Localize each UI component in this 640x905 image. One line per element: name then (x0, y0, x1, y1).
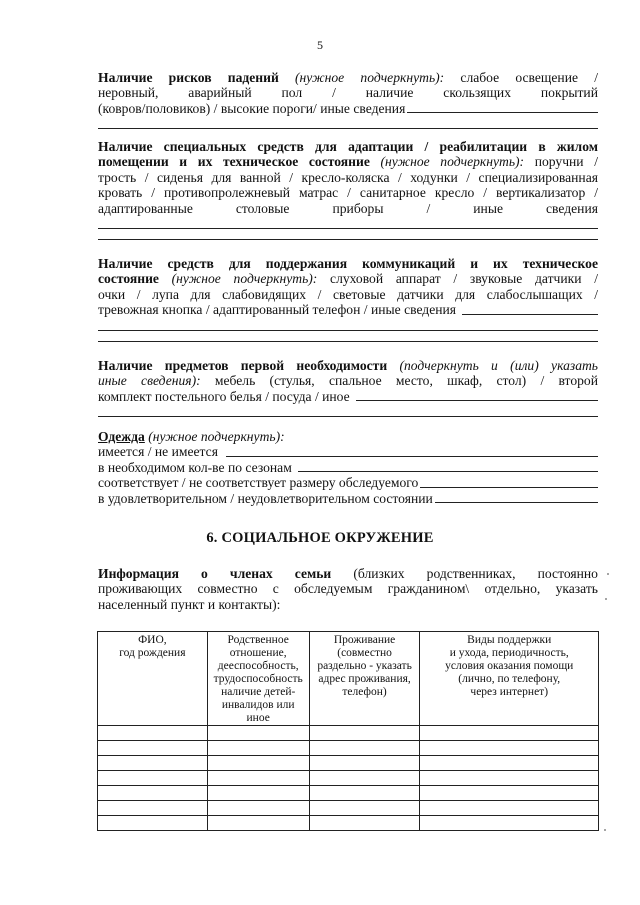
falls-fill-line[interactable] (407, 112, 598, 113)
communication-line-2 (98, 271, 598, 286)
clothing-item-4 (98, 491, 598, 506)
family-info-line-2: проживающих совместно с обследуемым гражданином\ отдельно, указать (98, 581, 598, 597)
clothing-item-1-line[interactable] (226, 456, 598, 457)
clothing-title-line (98, 429, 598, 444)
special-means-line-4: кровать / противопролежневый матрас / санитарное кресло / вертикализатор / (98, 185, 598, 201)
table-cell[interactable] (420, 801, 599, 816)
falls-line-2: неровный, аварийный пол / наличие скользящих покрытий (98, 85, 598, 101)
table-row (98, 741, 599, 756)
section-6-title: 6. СОЦИАЛЬНОЕ ОКРУЖЕНИЕ (206, 530, 434, 546)
table-cell[interactable] (98, 726, 208, 741)
communication-title-2: состояние (98, 271, 159, 287)
table-cell[interactable] (309, 756, 420, 771)
header-fio-text: ФИО, год рождения (119, 634, 186, 659)
communication-line-3: очки / лупа для слабовидящих / световые датчики для слабослышащих / (98, 286, 598, 302)
scan-dot (604, 829, 606, 831)
table-cell[interactable] (98, 756, 208, 771)
special-means-line-5: адаптированные столовые приборы / иные сведения (98, 200, 598, 216)
clothing-item-4-line[interactable] (435, 502, 598, 503)
special-means-block (98, 139, 598, 240)
table-row (98, 771, 599, 786)
communication-line4-text: тревожная кнопка / адаптированный телефон / иные сведения (98, 302, 457, 318)
header-residence (309, 632, 420, 726)
essentials-line-1 (98, 358, 598, 373)
table-header-row (98, 632, 599, 726)
table-cell[interactable] (309, 801, 420, 816)
table-row (98, 801, 599, 816)
family-table-body (98, 726, 599, 831)
family-info-line-1 (98, 566, 598, 581)
family-info-block (98, 566, 598, 612)
special-means-fill-line-1[interactable] (98, 228, 598, 229)
table-cell[interactable] (98, 771, 208, 786)
falls-extra-line[interactable] (98, 128, 598, 129)
scan-dot (607, 573, 609, 575)
clothing-item-3-line[interactable] (420, 487, 598, 488)
special-means-fill-line-2[interactable] (98, 239, 598, 240)
clothing-hint: (нужное подчеркнуть): (148, 429, 285, 444)
special-means-hint: (нужное подчеркнуть): (380, 154, 525, 170)
table-cell[interactable] (420, 741, 599, 756)
essentials-line2-text: мебель (стулья, спальное место, шкаф, стол) / второй (200, 373, 598, 389)
family-info-line-3: населенный пункт и контакты): (98, 596, 281, 612)
table-cell[interactable] (420, 786, 599, 801)
header-support-text: Виды поддержки и ухода, периодичность, условия оказания помощи (лично, по телефону, через интернет) (445, 634, 574, 698)
essentials-line-3 (98, 389, 598, 404)
falls-line1-text: слабое освещение / (444, 70, 598, 85)
clothing-item-1-text: имеется / не имеется (98, 444, 218, 460)
special-means-title-1: Наличие специальных средств для адаптации / реабилитации в жилом (98, 139, 598, 154)
clothing-item-3-text: соответствует / не соответствует размеру обследуемого (98, 475, 419, 491)
special-means-line-2 (98, 154, 598, 169)
scan-dot (605, 598, 607, 600)
header-support (420, 632, 599, 726)
table-cell[interactable] (420, 771, 599, 786)
table-cell[interactable] (207, 741, 309, 756)
header-fio (98, 632, 208, 726)
clothing-title: Одежда (98, 429, 145, 444)
clothing-item-2 (98, 460, 598, 475)
communication-title-1: Наличие средств для поддержания коммуникаций и их техническое (98, 256, 598, 271)
table-cell[interactable] (207, 816, 309, 831)
family-info-title: Информация о членах семьи (98, 566, 332, 581)
header-relation-text: Родственное отношение, дееспособность, трудоспособность наличие детей- инвалидов или иное (213, 634, 303, 724)
clothing-item-4-text: в удовлетворительном / неудовлетворительном состоянии (98, 490, 433, 506)
communication-fill-line-1[interactable] (98, 330, 598, 331)
essentials-title: Наличие предметов первой необходимости (98, 358, 388, 373)
essentials-hint-2: иные сведения): (98, 373, 201, 389)
table-cell[interactable] (207, 786, 309, 801)
clothing-item-1 (98, 444, 598, 459)
page-number: 5 (317, 38, 323, 52)
essentials-line-2 (98, 373, 598, 388)
special-means-title-2: помещении и их техническое состояние (98, 154, 370, 170)
table-cell[interactable] (207, 756, 309, 771)
table-cell[interactable] (309, 741, 420, 756)
table-row (98, 816, 599, 831)
falls-risks-block (98, 70, 598, 129)
essentials-line3-text: комплект постельного белья / посуда / иное (98, 388, 350, 404)
table-cell[interactable] (207, 771, 309, 786)
table-cell[interactable] (98, 801, 208, 816)
essentials-block (98, 358, 598, 417)
table-cell[interactable] (309, 786, 420, 801)
table-row (98, 786, 599, 801)
essentials-hint-1: (подчеркнуть и (или) указать (399, 358, 598, 373)
family-members-table (97, 631, 599, 831)
communication-hint: (нужное подчеркнуть): (171, 271, 318, 287)
falls-line3-text: (ковров/половиков) / высокие пороги/ иные сведения (98, 100, 406, 116)
clothing-block (98, 429, 598, 506)
table-cell[interactable] (420, 756, 599, 771)
table-cell[interactable] (98, 786, 208, 801)
falls-title: Наличие рисков падений (98, 70, 279, 85)
header-residence-text: Проживание (совместно раздельно - указать адрес проживания, телефон) (317, 634, 412, 698)
clothing-item-2-text: в необходимом кол-ве по сезонам (98, 459, 292, 475)
table-cell[interactable] (420, 816, 599, 831)
header-relation (207, 632, 309, 726)
table-cell[interactable] (98, 816, 208, 831)
falls-line-3 (98, 101, 598, 116)
table-row (98, 726, 599, 741)
essentials-fill-line[interactable] (98, 416, 598, 417)
table-cell[interactable] (98, 741, 208, 756)
clothing-item-2-line[interactable] (298, 471, 598, 472)
essentials-fill-inline[interactable] (356, 400, 598, 401)
falls-line-1 (98, 70, 598, 85)
communication-block (98, 256, 598, 342)
special-means-line2-text: поручни / (524, 154, 598, 170)
table-cell[interactable] (420, 726, 599, 741)
communication-fill-inline[interactable] (462, 314, 598, 315)
table-row (98, 756, 599, 771)
communication-line-4 (98, 302, 598, 317)
table-cell[interactable] (309, 726, 420, 741)
special-means-line-3: трость / сиденья для ванной / кресло-коляска / ходунки / специализированная (98, 169, 598, 185)
table-cell[interactable] (309, 771, 420, 786)
table-cell[interactable] (309, 816, 420, 831)
family-info-line1-text: (близких родственниках, постоянно (331, 566, 598, 581)
table-cell[interactable] (207, 726, 309, 741)
table-cell[interactable] (207, 801, 309, 816)
clothing-item-3 (98, 475, 598, 490)
communication-fill-line-2[interactable] (98, 341, 598, 342)
communication-line2-text: слуховой аппарат / звуковые датчики / (317, 271, 598, 287)
falls-hint: (нужное подчеркнуть): (295, 70, 445, 85)
